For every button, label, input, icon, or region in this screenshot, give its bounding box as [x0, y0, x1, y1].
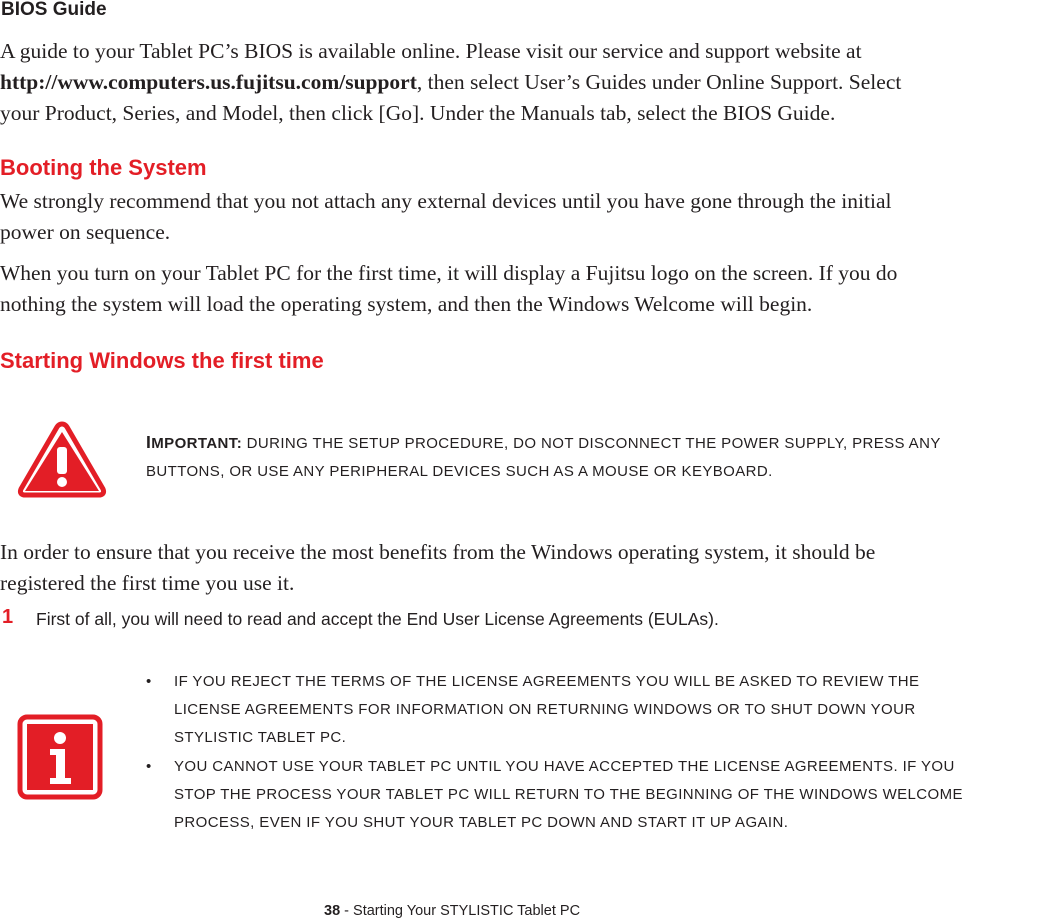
booting-paragraph-1 — [0, 186, 1039, 248]
important-label: IMPORTANT: — [146, 432, 243, 452]
step-number: 1 — [2, 606, 14, 628]
registration-line-2: registered the first time you use it. — [0, 571, 295, 595]
info-note-2-line-1: • YOU CANNOT USE YOUR TABLET PC UNTIL YOU HAVE ACCEPTED THE LICENSE AGREEMENTS. IF YOU — [146, 753, 963, 781]
footer-text: - Starting Your STYLISTIC Tablet PC — [340, 903, 581, 919]
important-line-1-text: DURING THE SETUP PROCEDURE, DO NOT DISCONNECT THE POWER SUPPLY, PRESS ANY — [246, 435, 941, 452]
bios-guide-paragraph — [0, 36, 1039, 129]
booting-paragraph-2 — [0, 258, 1039, 320]
info-note-2-line-2: STOP THE PROCESS YOUR TABLET PC WILL RETURN TO THE BEGINNING OF THE WINDOWS WELCOME — [174, 786, 963, 803]
info-note-1 — [146, 668, 963, 752]
bios-line-2 — [0, 67, 1039, 98]
bios-guide-heading: BIOS Guide — [1, 0, 107, 20]
starting-windows-heading: Starting Windows the first time — [0, 348, 324, 373]
booting-p2-line-2: nothing the system will load the operating system, and then the Windows Welcome will begin. — [0, 292, 813, 316]
warning-triangle-icon — [16, 418, 108, 498]
info-note-2 — [146, 753, 963, 837]
booting-heading: Booting the System — [0, 155, 207, 180]
bios-line-3: your Product, Series, and Model, then click [Go]. Under the Manuals tab, select the BIOS Guide. — [0, 101, 836, 125]
page-number: 38 — [324, 903, 341, 919]
step-text: First of all, you will need to read and accept the End User License Agreements (EULAs). — [36, 609, 719, 629]
bullet: • — [146, 673, 152, 690]
info-note-1-line-1: • IF YOU REJECT THE TERMS OF THE LICENSE AGREEMENTS YOU WILL BE ASKED TO REVIEW THE — [146, 668, 963, 696]
important-line-1 — [146, 428, 941, 458]
important-note — [146, 428, 941, 486]
booting-p2-line-1: When you turn on your Tablet PC for the first time, it will display a Fujitsu logo on the screen. If you do — [0, 261, 898, 285]
registration-paragraph — [0, 537, 1039, 599]
info-notes — [146, 668, 963, 837]
registration-line-1: In order to ensure that you receive the most benefits from the Windows operating system, it should be — [0, 540, 876, 564]
important-line-2: BUTTONS, OR USE ANY PERIPHERAL DEVICES SUCH AS A MOUSE OR KEYBOARD. — [146, 463, 773, 480]
page-footer — [324, 903, 580, 919]
bios-line-2-rest: , then select User’s Guides under Online Support. Select — [416, 70, 902, 94]
bios-line-1: A guide to your Tablet PC’s BIOS is available online. Please visit our service and support website at — [0, 39, 862, 63]
info-note-1-line-2: LICENSE AGREEMENTS FOR INFORMATION ON RETURNING WINDOWS OR TO SHUT DOWN YOUR — [174, 701, 916, 718]
info-note-2-line-3: PROCESS, EVEN IF YOU SHUT YOUR TABLET PC DOWN AND START IT UP AGAIN. — [174, 814, 789, 831]
booting-p1-line-2: power on sequence. — [0, 220, 171, 244]
info-icon — [17, 714, 103, 800]
bullet: • — [146, 758, 152, 775]
info-note-1-line-3: STYLISTIC TABLET PC. — [174, 729, 347, 746]
step-1 — [2, 606, 719, 629]
support-url[interactable]: http://www.computers.us.fujitsu.com/support — [0, 70, 417, 94]
booting-p1-line-1: We strongly recommend that you not attach any external devices until you have gone through the initial — [0, 189, 892, 213]
